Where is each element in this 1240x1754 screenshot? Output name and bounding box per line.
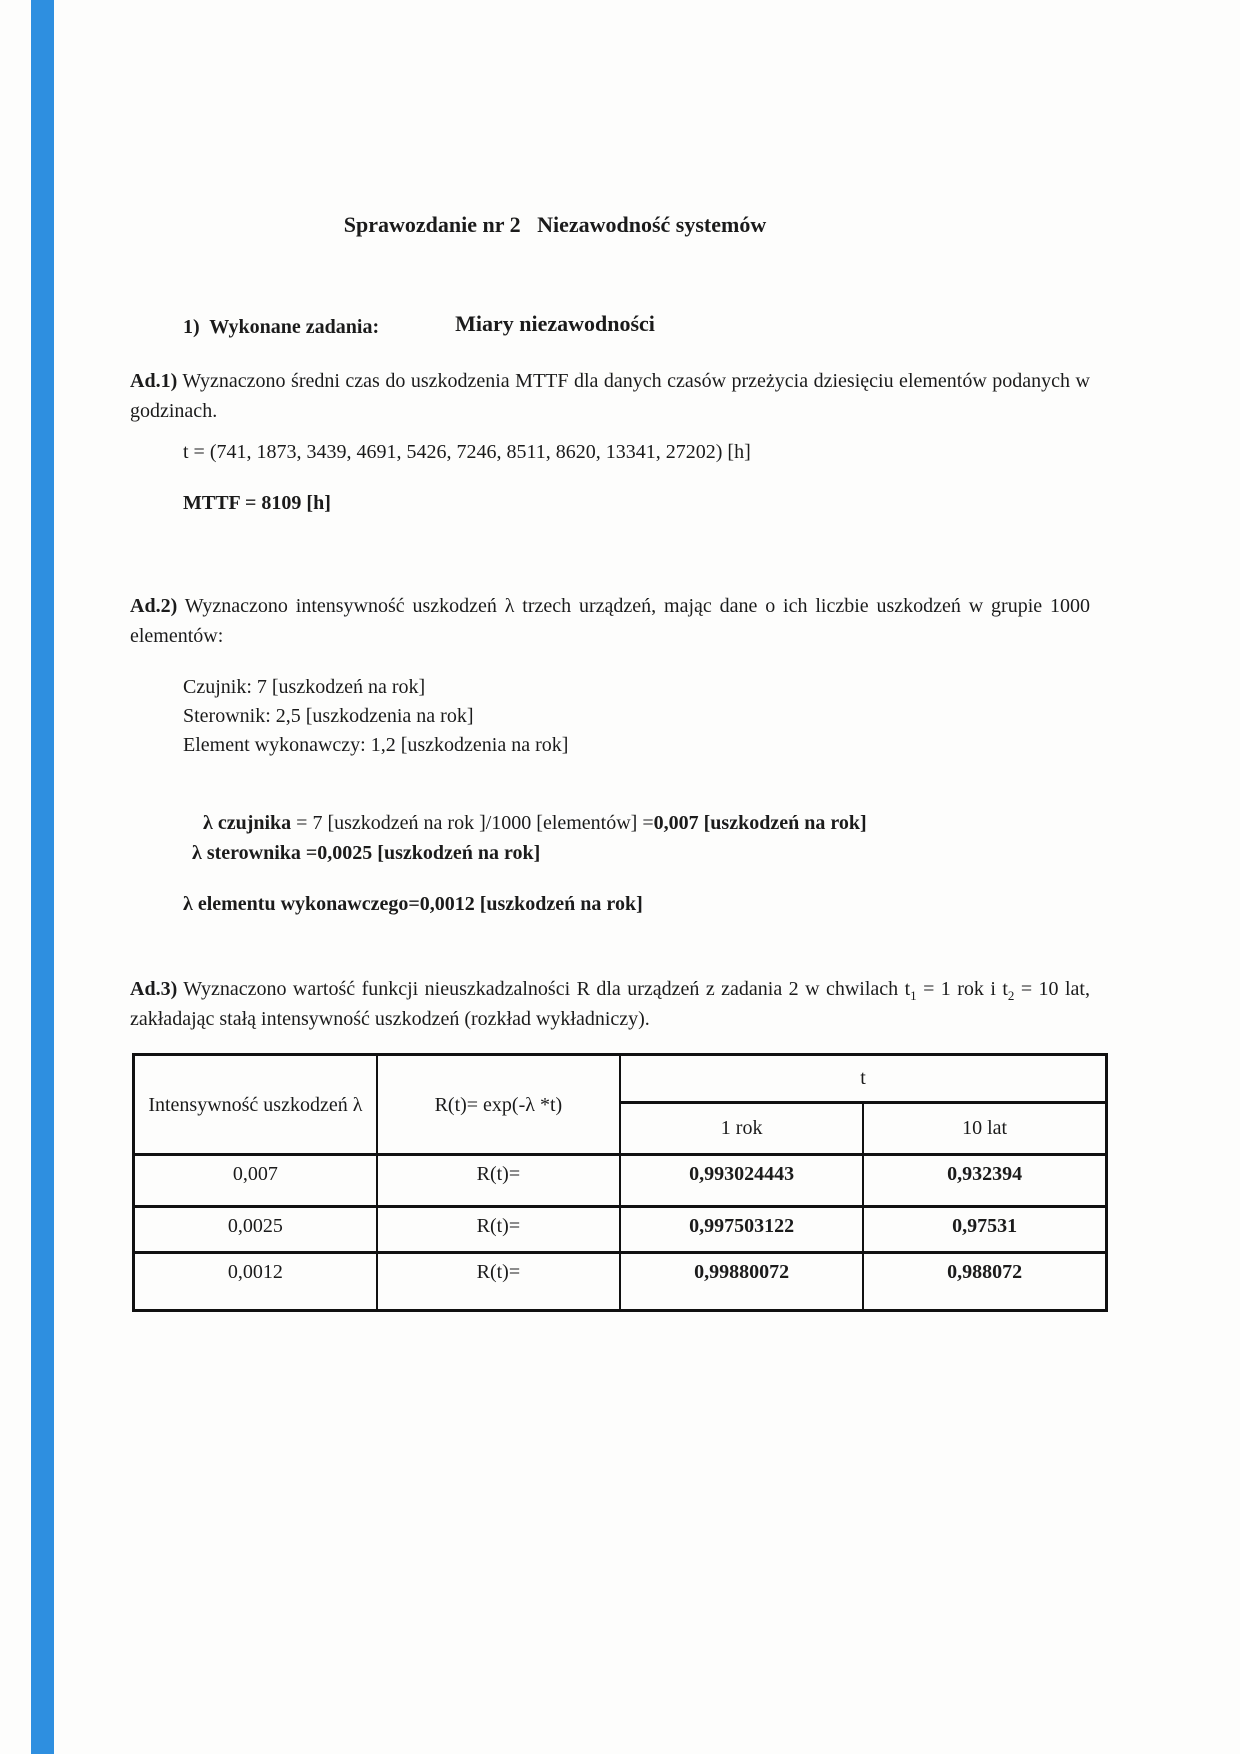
cell-lambda: 0,0025 (134, 1207, 377, 1253)
table-header-row-top (134, 1055, 1107, 1103)
lambda-czujnik-term: λ czujnika (203, 812, 292, 834)
device-czujnik: Czujnik: 7 [uszkodzeń na rok] (183, 676, 426, 698)
cell-r-1rok: 0,99880072 (620, 1253, 863, 1311)
cell-formula: R(t)= (377, 1207, 620, 1253)
device-sterownik: Sterownik: 2,5 [uszkodzenia na rok] (183, 705, 474, 727)
ad3-t2-subscript: 2 (1007, 988, 1015, 1003)
cell-r-10lat: 0,988072 (863, 1253, 1106, 1311)
ad2-text: Wyznaczono intensywność uszkodzeń λ trzech urządzeń, mając dane o ich liczbie uszkodzeń w grupie 1000 elementów: (130, 595, 1090, 647)
lambda-element-line: λ elementu wykonawczego=0,0012 [uszkodzeń na rok] (183, 893, 643, 915)
lambda-czujnik-calc: = 7 [uszkodzeń na rok ]/1000 [elementów] = (291, 812, 654, 834)
header-10lat: 10 lat (863, 1103, 1106, 1155)
report-title-line1: Sprawozdanie nr 2 Niezawodność systemów (343, 212, 767, 237)
ad1-paragraph (130, 366, 1090, 426)
ad3-text-2: = 1 rok i t (916, 978, 1008, 1000)
ad3-label: Ad.3) (130, 978, 178, 1000)
ad1-text: Wyznaczono średni czas do uszkodzenia MTTF dla danych czasów przeżycia dziesięciu elementów podanych w godzinach. (130, 370, 1090, 422)
device-element: Element wykonawczy: 1,2 [uszkodzenia na rok] (183, 734, 569, 756)
ad3-text-3: = 10 lat, zakładając stałą intensywność uszkodzeń (rozkład wykładniczy). (130, 978, 1090, 1030)
ad2-device-list (183, 673, 568, 760)
ad1-survival-times: t = (741, 1873, 3439, 4691, 5426, 7246, 8511, 8620, 13341, 27202) [h] (183, 441, 751, 463)
ad1-label: Ad.1) (130, 370, 178, 392)
lambda-sterownik-line: λ sterownika =0,0025 [uszkodzeń na rok] (192, 842, 541, 864)
cell-lambda: 0,0012 (134, 1253, 377, 1311)
ad2-label: Ad.2) (130, 595, 178, 617)
table-row (134, 1155, 1107, 1207)
ad3-text-1: Wyznaczono wartość funkcji nieuszkadzalności R dla urządzeń z zadania 2 w chwilach t (177, 978, 911, 1000)
ad3-t1-subscript: 1 (910, 988, 917, 1003)
cell-r-10lat: 0,97531 (863, 1207, 1106, 1253)
cell-formula: R(t)= (377, 1253, 620, 1311)
cell-r-1rok: 0,997503122 (620, 1207, 863, 1253)
cell-r-1rok: 0,993024443 (620, 1155, 863, 1207)
cell-r-10lat: 0,932394 (863, 1155, 1106, 1207)
lambda-czujnik-result: 0,007 [uszkodzeń na rok] (653, 812, 867, 834)
cell-formula: R(t)= (377, 1155, 620, 1207)
section-heading: 1) Wykonane zadania: (183, 316, 380, 338)
table-row (134, 1207, 1107, 1253)
header-t: t (620, 1055, 1107, 1103)
reliability-results-table (132, 1053, 1108, 1312)
table-row (134, 1253, 1107, 1311)
cell-lambda: 0,007 (134, 1155, 377, 1207)
ad1-mttf-result: MTTF = 8109 [h] (183, 492, 331, 514)
header-1rok: 1 rok (620, 1103, 863, 1155)
ad2-paragraph (130, 591, 1090, 651)
report-title-line2: Miary niezawodności (455, 311, 655, 336)
header-intensity: Intensywność uszkodzeń λ (134, 1055, 377, 1155)
header-formula: R(t)= exp(-λ *t) (377, 1055, 620, 1155)
ad3-paragraph (130, 974, 1090, 1034)
